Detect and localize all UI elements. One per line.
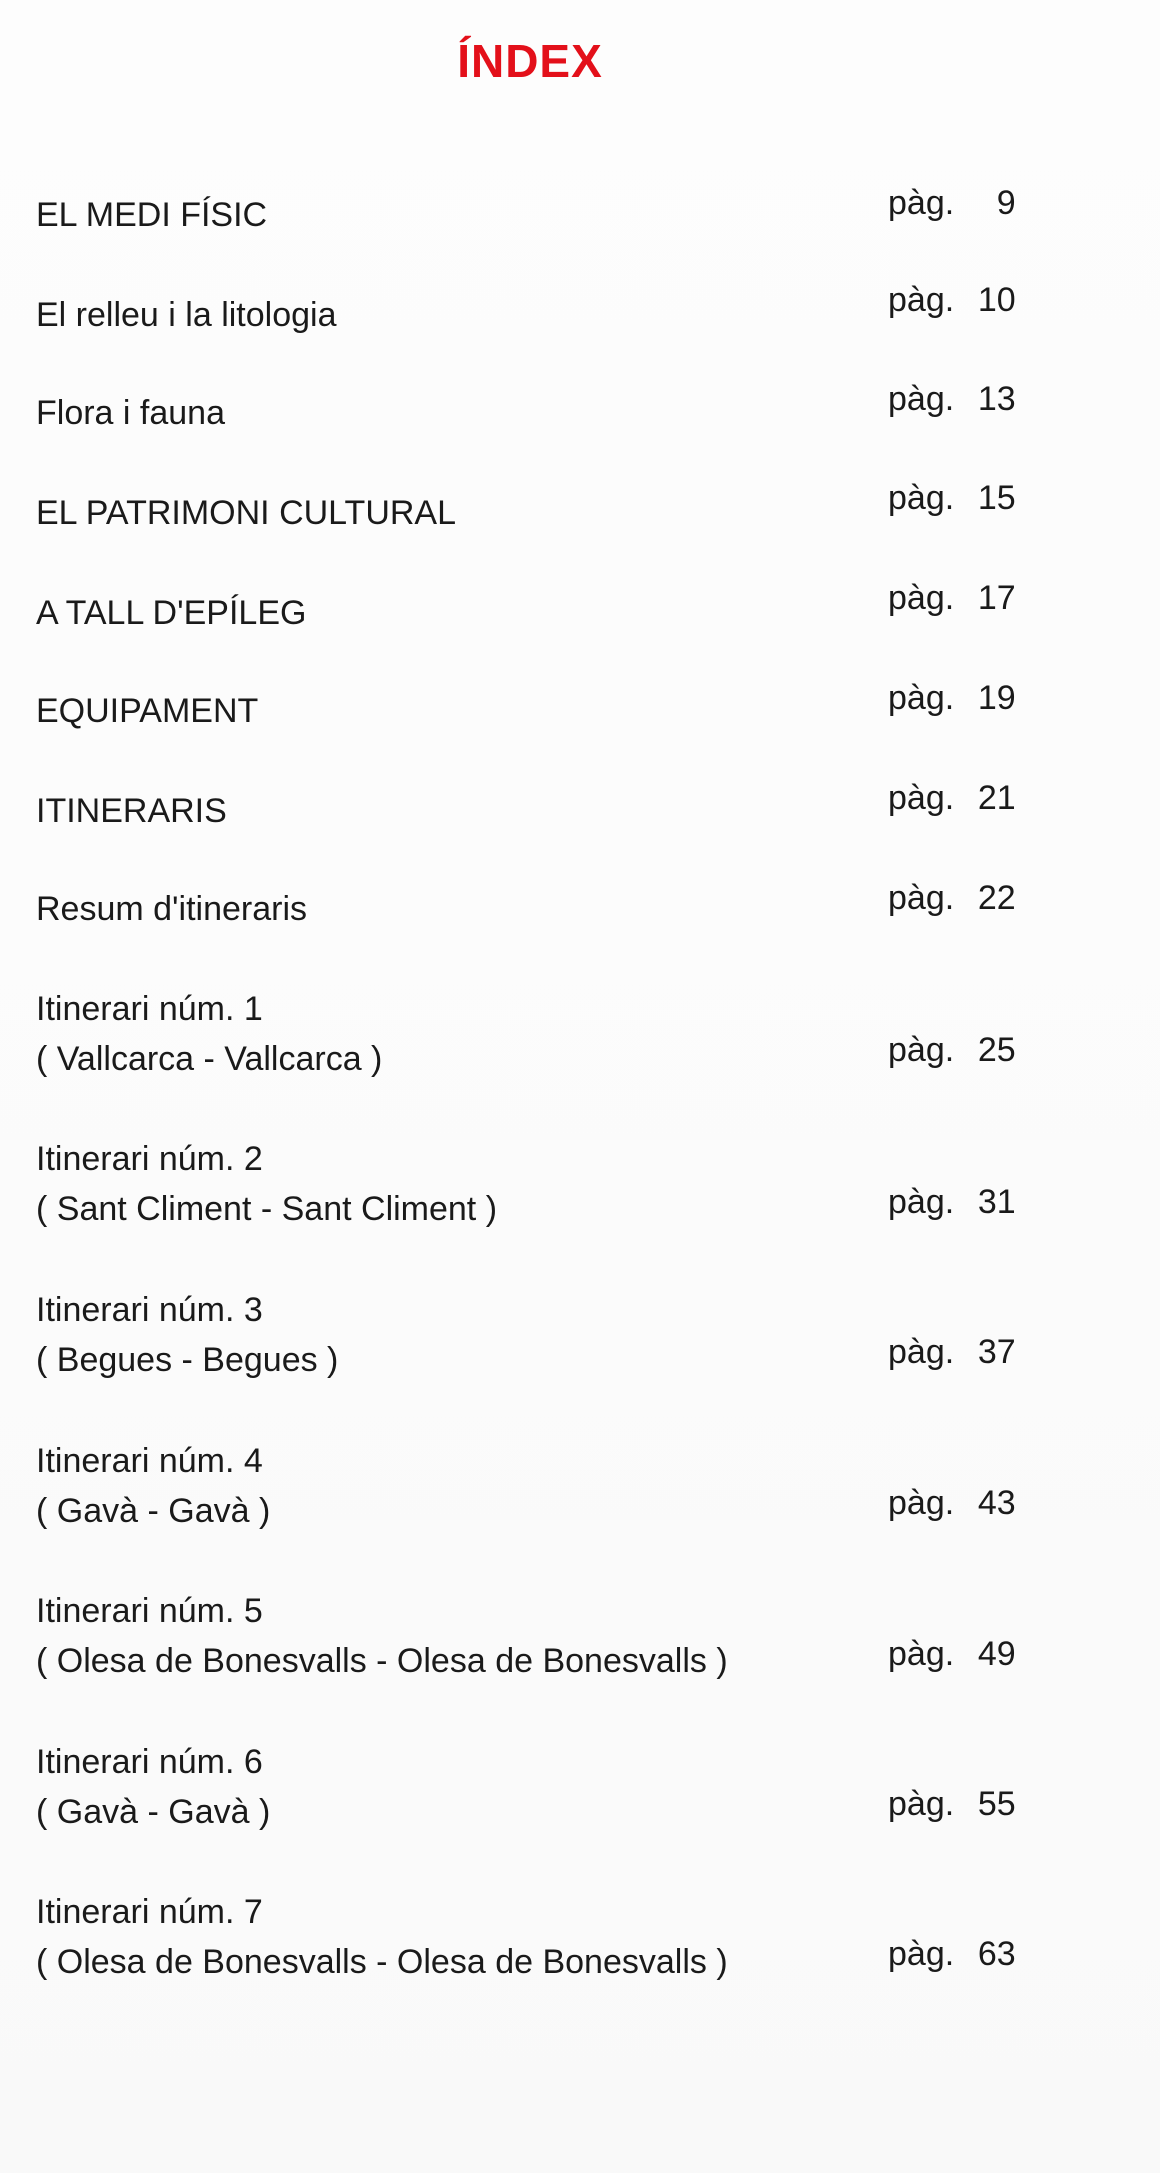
page-label: pàg. <box>888 679 955 717</box>
toc-entry-text: Flora i fauna <box>36 394 225 432</box>
page-number: 49 <box>977 1635 1016 1673</box>
toc-entry-label <box>36 190 267 240</box>
toc-entry-subtext: ( Sant Climent - Sant Climent ) <box>36 1190 498 1228</box>
page-number: 15 <box>977 479 1016 517</box>
toc-entry-text: Itinerari núm. 3 <box>36 1291 263 1329</box>
toc-entry-subtext: ( Olesa de Bonesvalls - Olesa de Bonesvalls ) <box>36 1642 728 1680</box>
toc-page-ref <box>888 275 1016 325</box>
toc-page-ref <box>888 1327 1016 1377</box>
toc-page-ref <box>888 773 1016 823</box>
toc-page-ref <box>888 873 1016 923</box>
page-label: pàg. <box>888 1031 955 1069</box>
toc-entry-label <box>36 388 225 438</box>
page-label: pàg. <box>888 1484 955 1522</box>
toc-entry-text: Itinerari núm. 6 <box>36 1743 263 1781</box>
toc-page-ref <box>888 1177 1016 1227</box>
toc-page-ref <box>888 473 1016 523</box>
page-number: 55 <box>977 1785 1016 1823</box>
page-number: 9 <box>996 184 1016 222</box>
page-title: ÍNDEX <box>457 35 603 87</box>
toc-entry-text: ITINERARIS <box>36 792 227 830</box>
toc-page-ref <box>888 1779 1016 1829</box>
toc-entry-subtext: ( Begues - Begues ) <box>36 1341 339 1379</box>
toc-entry-text: Itinerari núm. 7 <box>36 1893 263 1931</box>
toc-entry-text: Itinerari núm. 2 <box>36 1140 263 1178</box>
toc-page-ref <box>888 374 1016 424</box>
toc-entry-text: EL PATRIMONI CULTURAL <box>36 494 457 532</box>
page-number: 10 <box>977 281 1016 319</box>
page-number: 13 <box>977 380 1016 418</box>
toc-entry-subtext: ( Vallcarca - Vallcarca ) <box>36 1040 383 1078</box>
toc-page-ref <box>888 1025 1016 1075</box>
toc-entry-text: EL MEDI FÍSIC <box>36 196 268 234</box>
toc-entry-label <box>36 488 456 538</box>
toc-entry-text: Itinerari núm. 1 <box>36 990 263 1028</box>
toc-entry-text: EQUIPAMENT <box>36 692 259 730</box>
page-number: 31 <box>977 1183 1016 1221</box>
toc-entry-label <box>36 786 227 836</box>
page-number: 17 <box>977 579 1016 617</box>
toc-page-ref <box>888 673 1016 723</box>
page-label: pàg. <box>888 1333 955 1371</box>
toc-entry-subtext: ( Gavà - Gavà ) <box>36 1793 271 1831</box>
toc-entry-subtext: ( Gavà - Gavà ) <box>36 1492 271 1530</box>
page-label: pàg. <box>888 380 955 418</box>
toc-entry-text: Itinerari núm. 5 <box>36 1592 263 1630</box>
page-number: 43 <box>977 1484 1016 1522</box>
toc-entry-label <box>36 1285 338 1385</box>
page-label: pàg. <box>888 1183 955 1221</box>
page-label: pàg. <box>888 579 955 617</box>
toc-page-ref <box>888 1929 1016 1979</box>
toc-page-ref <box>888 573 1016 623</box>
toc-entry-text: El relleu i la litologia <box>36 296 337 334</box>
page-number: 22 <box>977 879 1016 917</box>
page-label: pàg. <box>888 184 955 222</box>
page-number: 25 <box>977 1031 1016 1069</box>
toc-entry-label <box>36 984 382 1084</box>
toc-page-ref <box>888 178 1016 228</box>
toc-entry-label <box>36 1436 270 1536</box>
toc-entry-label <box>36 1586 728 1686</box>
page-number: 19 <box>977 679 1016 717</box>
page-label: pàg. <box>888 479 955 517</box>
page-label: pàg. <box>888 1785 955 1823</box>
toc-entry-label <box>36 686 258 736</box>
page-number: 63 <box>977 1935 1016 1973</box>
toc-entry-text: Itinerari núm. 4 <box>36 1442 263 1480</box>
toc-page-ref <box>888 1629 1016 1679</box>
toc-entry-label <box>36 884 307 934</box>
toc-entry-text: A TALL D'EPÍLEG <box>36 594 307 632</box>
page-number: 37 <box>977 1333 1016 1371</box>
page-label: pàg. <box>888 1935 955 1973</box>
toc-entry-label <box>36 588 306 638</box>
toc-page-ref <box>888 1478 1016 1528</box>
page-label: pàg. <box>888 779 955 817</box>
page-number: 21 <box>977 779 1016 817</box>
toc-entry-label <box>36 290 337 340</box>
toc-entry-label <box>36 1887 728 1987</box>
toc-entry-text: Resum d'itineraris <box>36 890 308 928</box>
toc-entry-label <box>36 1134 497 1234</box>
page-label: pàg. <box>888 879 955 917</box>
toc-entry-subtext: ( Olesa de Bonesvalls - Olesa de Bonesvalls ) <box>36 1943 728 1981</box>
page-label: pàg. <box>888 1635 955 1673</box>
toc-entry-label <box>36 1737 270 1837</box>
page-label: pàg. <box>888 281 955 319</box>
